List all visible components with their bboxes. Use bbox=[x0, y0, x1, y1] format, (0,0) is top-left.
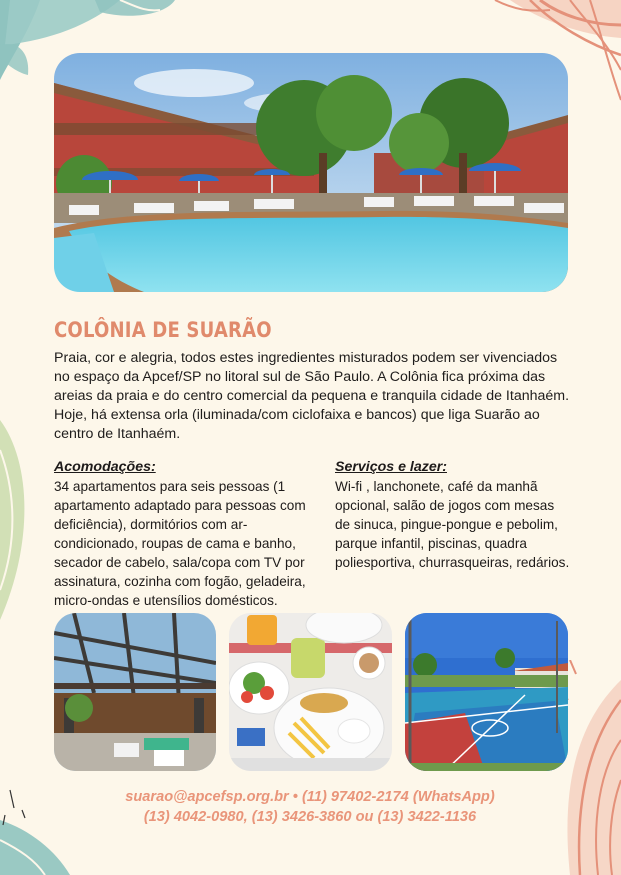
accommodations-text: 34 apartamentos para seis pessoas (1 apartamento adaptado para pessoas com deficiência), dormitórios com ar-condicionado, roupas de cama e banho, secador de cabelo, sala/copa com TV por assinatura, cozinha com fogão, geladeira, micro-ondas e utensílios domésticos. bbox=[54, 479, 306, 608]
leaf-decoration-left bbox=[0, 420, 40, 620]
pool-photo bbox=[54, 53, 568, 292]
services-section bbox=[335, 458, 571, 572]
intro-paragraph: Praia, cor e alegria, todos estes ingredientes misturados podem ser vivenciados no espaço da Apcef/SP no litoral sul de São Paulo. A Colônia fica próxima das areias da praia e do centro comercial da pequena e tranquila cidade de Itanhaém. Hoje, há extensa orla (iluminada/com ciclofaixa e bancos) que liga Suarão ao centro de Itanhaém. bbox=[54, 350, 570, 442]
contact-line-phones: (13) 4042-0980, (13) 3426-3860 ou (13) 3422-1136 bbox=[143, 809, 477, 825]
page-title: COLÔNIA DE SUARÃO bbox=[54, 318, 272, 342]
pergola-photo bbox=[54, 613, 216, 771]
services-text: Wi-fi , lanchonete, café da manhã opcional, salão de jogos com mesas de sinuca, pingue-pongue e pebolim, parque infantil, piscinas, quadra poliesportiva, churrasqueiras, redários. bbox=[335, 479, 570, 570]
contact-info bbox=[60, 787, 560, 827]
meal-photo bbox=[229, 613, 392, 771]
accommodations-section bbox=[54, 458, 324, 610]
accommodations-heading: Acomodações: bbox=[54, 459, 156, 475]
sports-court-photo bbox=[405, 613, 568, 771]
contact-line-email-whatsapp: suarao@apcefsp.org.br • (11) 97402-2174 (WhatsApp) bbox=[125, 789, 495, 805]
services-heading: Serviços e lazer: bbox=[335, 459, 447, 475]
